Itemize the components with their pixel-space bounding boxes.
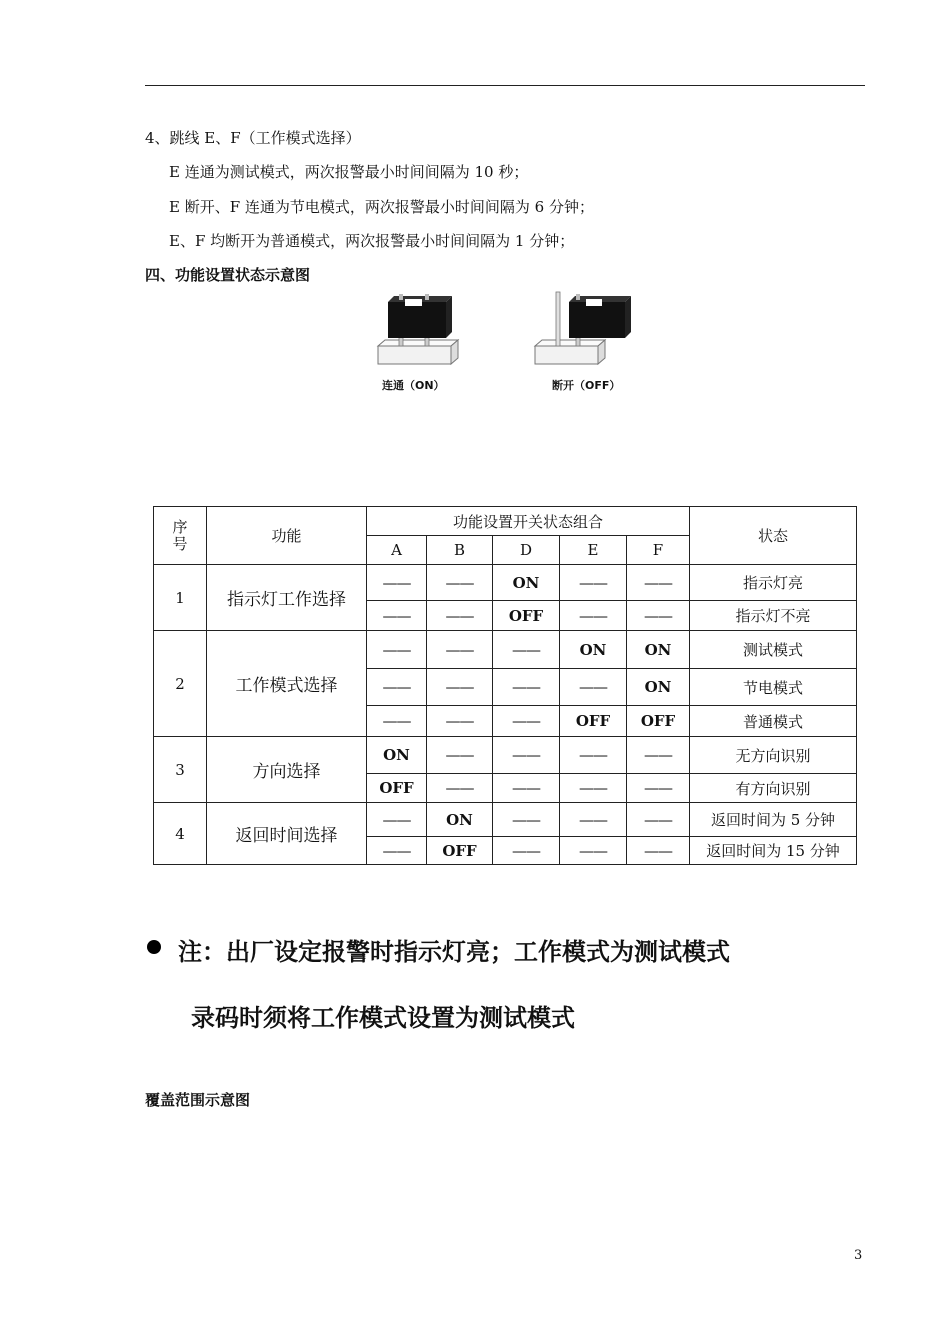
switch-cell: OFF <box>427 837 493 865</box>
switch-cell: —— <box>493 774 560 803</box>
switch-cell: —— <box>627 837 690 865</box>
switch-cell: —— <box>627 565 690 601</box>
switch-cell: —— <box>427 737 493 774</box>
state-cell: 普通模式 <box>690 706 857 737</box>
note-line-1: 注：出厂设定报警时指示灯亮；工作模式为测试模式 <box>178 938 730 966</box>
header-switch-e: E <box>560 536 627 565</box>
group-seq: 2 <box>154 631 207 737</box>
switch-cell: ON <box>367 737 427 774</box>
switch-cell: OFF <box>560 706 627 737</box>
switch-cell: —— <box>493 669 560 706</box>
table-header-row <box>154 507 857 536</box>
switch-cell: —— <box>560 737 627 774</box>
switch-cell: —— <box>560 669 627 706</box>
jumper-off-caption: 断开（OFF） <box>552 379 621 392</box>
state-cell: 无方向识别 <box>690 737 857 774</box>
state-cell: 有方向识别 <box>690 774 857 803</box>
state-cell: 指示灯不亮 <box>690 601 857 631</box>
table-row <box>154 631 857 669</box>
switch-cell: —— <box>493 706 560 737</box>
state-cell: 返回时间为 15 分钟 <box>690 837 857 865</box>
header-function: 功能 <box>207 507 367 565</box>
header-switch-f: F <box>627 536 690 565</box>
switch-cell: —— <box>560 774 627 803</box>
switch-cell: —— <box>427 601 493 631</box>
group-function: 返回时间选择 <box>207 803 367 865</box>
switch-cell: OFF <box>493 601 560 631</box>
switch-cell: —— <box>427 706 493 737</box>
jumper-off-illustration <box>532 290 632 370</box>
switch-cell: ON <box>627 669 690 706</box>
switch-cell: ON <box>627 631 690 669</box>
header-switch-a: A <box>367 536 427 565</box>
header-seq: 序 号 <box>154 507 207 565</box>
state-cell: 指示灯亮 <box>690 565 857 601</box>
switch-cell: —— <box>367 601 427 631</box>
group-function: 方向选择 <box>207 737 367 803</box>
switch-cell: —— <box>367 803 427 837</box>
switch-cell: —— <box>493 837 560 865</box>
switch-cell: OFF <box>367 774 427 803</box>
switch-cell: —— <box>427 774 493 803</box>
switch-cell: —— <box>627 737 690 774</box>
table-row <box>154 803 857 837</box>
header-rule <box>145 85 865 86</box>
switch-cell: ON <box>427 803 493 837</box>
section4-line-2: E 断开、F 连通为节电模式，两次报警最小时间间隔为 6 分钟； <box>169 198 594 216</box>
state-cell: 测试模式 <box>690 631 857 669</box>
table-row <box>154 565 857 601</box>
switch-cell: ON <box>560 631 627 669</box>
section4-line-3: E、F 均断开为普通模式，两次报警最小时间间隔为 1 分钟； <box>169 232 575 250</box>
header-state: 状态 <box>690 507 857 565</box>
section4-title: 4、跳线 E、F（工作模式选择） <box>145 129 361 147</box>
switch-cell: —— <box>493 631 560 669</box>
switch-cell: —— <box>367 669 427 706</box>
group-seq: 4 <box>154 803 207 865</box>
switch-cell: —— <box>367 631 427 669</box>
jumper-on-caption: 连通（ON） <box>382 379 445 392</box>
jumper-on-illustration <box>375 290 460 370</box>
section4-line-1: E 连通为测试模式，两次报警最小时间间隔为 10 秒； <box>169 163 529 181</box>
switch-cell: ON <box>493 565 560 601</box>
group-seq: 3 <box>154 737 207 803</box>
switch-cell: —— <box>367 706 427 737</box>
header-switch-d: D <box>493 536 560 565</box>
switch-cell: —— <box>560 565 627 601</box>
switch-cell: —— <box>627 774 690 803</box>
switch-cell: —— <box>493 737 560 774</box>
note-line-2: 录码时须将工作模式设置为测试模式 <box>191 1004 575 1032</box>
switch-cell: —— <box>560 803 627 837</box>
table-row <box>154 737 857 774</box>
state-cell: 返回时间为 5 分钟 <box>690 803 857 837</box>
switch-cell: OFF <box>627 706 690 737</box>
switch-cell: —— <box>367 837 427 865</box>
function-settings-table <box>153 506 857 865</box>
switch-cell: —— <box>367 565 427 601</box>
header-switch-b: B <box>427 536 493 565</box>
header-switch-combo: 功能设置开关状态组合 <box>367 507 690 536</box>
switch-cell: —— <box>560 601 627 631</box>
group-seq: 1 <box>154 565 207 631</box>
group-function: 指示灯工作选择 <box>207 565 367 631</box>
page-number: 3 <box>854 1248 863 1263</box>
bullet-icon <box>147 940 161 954</box>
switch-cell: —— <box>427 669 493 706</box>
switch-cell: —— <box>627 601 690 631</box>
section-heading: 四、功能设置状态示意图 <box>145 266 311 284</box>
state-cell: 节电模式 <box>690 669 857 706</box>
switch-cell: —— <box>493 803 560 837</box>
switch-cell: —— <box>427 631 493 669</box>
group-function: 工作模式选择 <box>207 631 367 737</box>
switch-cell: —— <box>427 565 493 601</box>
coverage-heading: 覆盖范围示意图 <box>145 1091 251 1109</box>
switch-cell: —— <box>560 837 627 865</box>
switch-cell: —— <box>627 803 690 837</box>
